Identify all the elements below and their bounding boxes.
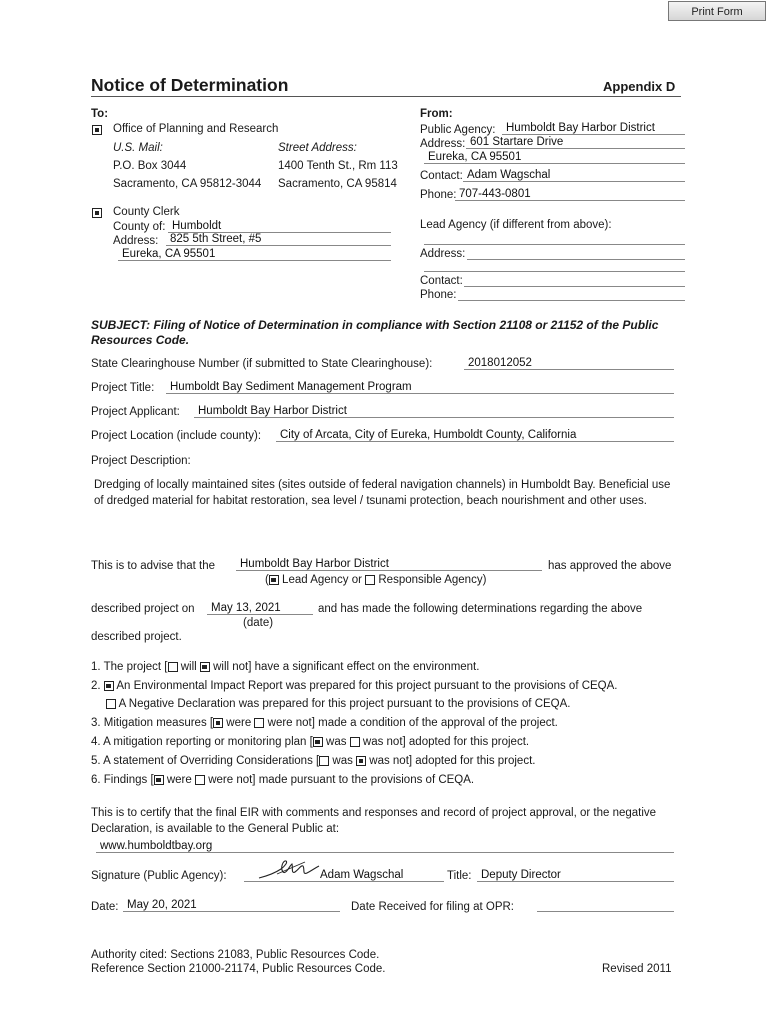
opr-po-box: P.O. Box 3044 xyxy=(113,160,187,172)
d1-will-not-checkbox[interactable] xyxy=(200,662,210,672)
d5-was-checkbox[interactable] xyxy=(319,756,329,766)
signature-field[interactable]: Adam Wagschal xyxy=(244,868,444,882)
lead-phone-field[interactable] xyxy=(458,287,685,301)
d6-prefix: 6. Findings [ xyxy=(91,774,154,786)
from-address-line1[interactable]: 601 Startare Drive xyxy=(466,135,685,149)
lead-agency-field[interactable] xyxy=(424,231,685,245)
sch-number-field[interactable]: 2018012052 xyxy=(464,356,674,370)
responsible-agency-checkbox[interactable] xyxy=(365,575,375,585)
advise-suffix: has approved the above xyxy=(548,560,672,572)
page-title: Notice of Determination xyxy=(91,75,289,95)
lead-phone-label: Phone: xyxy=(420,289,457,301)
lead-agency-option: Lead Agency or xyxy=(282,574,362,586)
determination-4 xyxy=(91,736,529,748)
county-clerk-label: County Clerk xyxy=(113,206,180,218)
phone-label: Phone: xyxy=(420,189,457,201)
date-caption: (date) xyxy=(243,617,274,629)
agency-type-line: ( Lead Agency or Responsible Agency) xyxy=(265,574,487,586)
d2-prefix: 2. xyxy=(91,680,101,692)
lead-address-label: Address: xyxy=(420,248,466,260)
d3-prefix: 3. Mitigation measures [ xyxy=(91,717,214,729)
d1-will-label: will xyxy=(180,661,197,673)
appendix-label: Appendix D xyxy=(603,79,676,94)
clerk-address-line1[interactable]: 825 5th Street, #5 xyxy=(166,232,391,246)
described-suffix: and has made the following determinations regarding the above xyxy=(318,603,643,615)
d4-was-not-checkbox[interactable] xyxy=(350,737,360,747)
negative-declaration-checkbox[interactable] xyxy=(106,699,116,709)
opr-label: Office of Planning and Research xyxy=(113,123,279,135)
d5-was-not-label: was not] adopted for this project. xyxy=(369,755,536,767)
determination-6 xyxy=(91,774,474,786)
from-label: From: xyxy=(420,108,453,120)
project-location-label: Project Location (include county): xyxy=(91,430,262,442)
reference-section: Reference Section 21000-21174, Public Resources Code. xyxy=(91,963,386,975)
opr-checkbox[interactable] xyxy=(92,125,102,135)
signature-label: Signature (Public Agency): xyxy=(91,870,227,882)
lead-contact-label: Contact: xyxy=(420,275,463,287)
project-title-field[interactable]: Humboldt Bay Sediment Management Program xyxy=(166,380,674,394)
from-address-line2[interactable]: Eureka, CA 95501 xyxy=(424,150,685,164)
authority-cited: Authority cited: Sections 21083, Public Resources Code. xyxy=(91,949,380,961)
subject-line: SUBJECT: Filing of Notice of Determination in compliance with Section 21108 or 21152 of the Public Resources Code. xyxy=(91,318,659,347)
d5-was-not-checkbox[interactable] xyxy=(356,756,366,766)
contact-label: Contact: xyxy=(420,170,463,182)
advise-prefix: This is to advise that the xyxy=(91,560,216,572)
signer-title-field[interactable]: Deputy Director xyxy=(477,868,674,882)
lead-agency-checkbox[interactable] xyxy=(269,575,279,585)
county-clerk-checkbox[interactable] xyxy=(92,208,102,218)
opr-received-field[interactable] xyxy=(537,898,674,912)
negative-declaration-label: A Negative Declaration was prepared for this project pursuant to the provisions of CEQA. xyxy=(118,698,571,710)
contact-field[interactable]: Adam Wagschal xyxy=(463,168,685,182)
opr-received-label: Date Received for filing at OPR: xyxy=(351,901,514,913)
signature-date-field[interactable]: May 20, 2021 xyxy=(123,898,340,912)
county-of-label: County of: xyxy=(113,221,166,233)
d1-will-checkbox[interactable] xyxy=(168,662,178,672)
revised-label: Revised 2011 xyxy=(602,963,672,975)
d1-will-not-label: will not] have a significant effect on the environment. xyxy=(213,661,480,673)
determination-5 xyxy=(91,755,535,767)
determination-2 xyxy=(91,680,618,692)
clerk-address-line2[interactable]: Eureka, CA 95501 xyxy=(118,247,391,261)
d4-was-checkbox[interactable] xyxy=(313,737,323,747)
certify-statement: This is to certify that the final EIR with comments and responses and record of project approval, or the negative Declaration, is available to the General Public at: xyxy=(91,807,657,835)
d1-prefix: 1. The project [ xyxy=(91,661,168,673)
d3-were-label: were xyxy=(226,717,252,729)
approval-date-field[interactable]: May 13, 2021 xyxy=(207,601,313,615)
d6-were-label: were xyxy=(166,774,192,786)
signature-date-label: Date: xyxy=(91,901,119,913)
lead-contact-field[interactable] xyxy=(464,273,685,287)
print-form-button[interactable]: Print Form xyxy=(668,1,766,21)
eir-checkbox[interactable] xyxy=(104,681,114,691)
to-label: To: xyxy=(91,108,109,120)
opr-street-city: Sacramento, CA 95814 xyxy=(278,178,397,190)
us-mail-label: U.S. Mail: xyxy=(113,142,163,154)
d6-were-not-checkbox[interactable] xyxy=(195,775,205,785)
phone-field[interactable]: 707-443-0801 xyxy=(455,187,685,201)
d5-prefix: 5. A statement of Overriding Considerations [ xyxy=(91,755,320,767)
project-description-label: Project Description: xyxy=(91,455,191,467)
d4-was-not-label: was not] adopted for this project. xyxy=(362,736,530,748)
project-title-label: Project Title: xyxy=(91,382,155,394)
street-address-label: Street Address: xyxy=(278,142,357,154)
public-agency-field[interactable]: Humboldt Bay Harbor District xyxy=(502,121,685,135)
handwritten-signature xyxy=(255,856,323,886)
d6-were-checkbox[interactable] xyxy=(154,775,164,785)
d5-was-label: was xyxy=(332,755,353,767)
clerk-address-label: Address: xyxy=(113,235,159,247)
document-location-field[interactable]: www.humboldtbay.org xyxy=(96,839,674,853)
determination-3 xyxy=(91,717,558,729)
opr-street: 1400 Tenth St., Rm 113 xyxy=(278,160,398,172)
d4-was-label: was xyxy=(326,736,347,748)
d3-were-not-label: were not] made a condition of the approval of the project. xyxy=(267,717,558,729)
project-location-field[interactable]: City of Arcata, City of Eureka, Humboldt County, California xyxy=(276,428,674,442)
project-applicant-label: Project Applicant: xyxy=(91,406,180,418)
sch-number-label: State Clearinghouse Number (if submitted to State Clearinghouse): xyxy=(91,358,433,370)
eir-label: An Environmental Impact Report was prepared for this project pursuant to the provisions of CEQA. xyxy=(116,680,618,692)
project-applicant-field[interactable]: Humboldt Bay Harbor District xyxy=(194,404,674,418)
lead-agency-label: Lead Agency (if different from above): xyxy=(420,219,612,231)
d4-prefix: 4. A mitigation reporting or monitoring plan [ xyxy=(91,736,313,748)
approving-agency-field[interactable]: Humboldt Bay Harbor District xyxy=(236,557,542,571)
opr-po-city: Sacramento, CA 95812-3044 xyxy=(113,178,262,190)
determination-2b xyxy=(106,698,571,710)
described-prefix: described project on xyxy=(91,603,195,615)
title-label: Title: xyxy=(447,870,472,882)
from-address-label: Address: xyxy=(420,138,466,150)
determination-1 xyxy=(91,661,479,673)
responsible-agency-option: Responsible Agency) xyxy=(378,574,487,586)
d3-were-not-checkbox[interactable] xyxy=(254,718,264,728)
lead-address-line2[interactable] xyxy=(424,258,685,272)
county-of-field[interactable]: Humboldt xyxy=(168,219,391,233)
d3-were-checkbox[interactable] xyxy=(213,718,223,728)
project-description-text[interactable]: Dredging of locally maintained sites (sites outside of federal navigation channels) in Humboldt Bay. Beneficial use of dredged material for habitat restoration, sea level / tsunami protection, beach nourishment and other uses. xyxy=(94,479,671,507)
public-agency-label: Public Agency: xyxy=(420,124,496,136)
d6-were-not-label: were not] made pursuant to the provisions of CEQA. xyxy=(208,774,475,786)
header-divider xyxy=(91,96,681,97)
described-end: described project. xyxy=(91,631,182,643)
